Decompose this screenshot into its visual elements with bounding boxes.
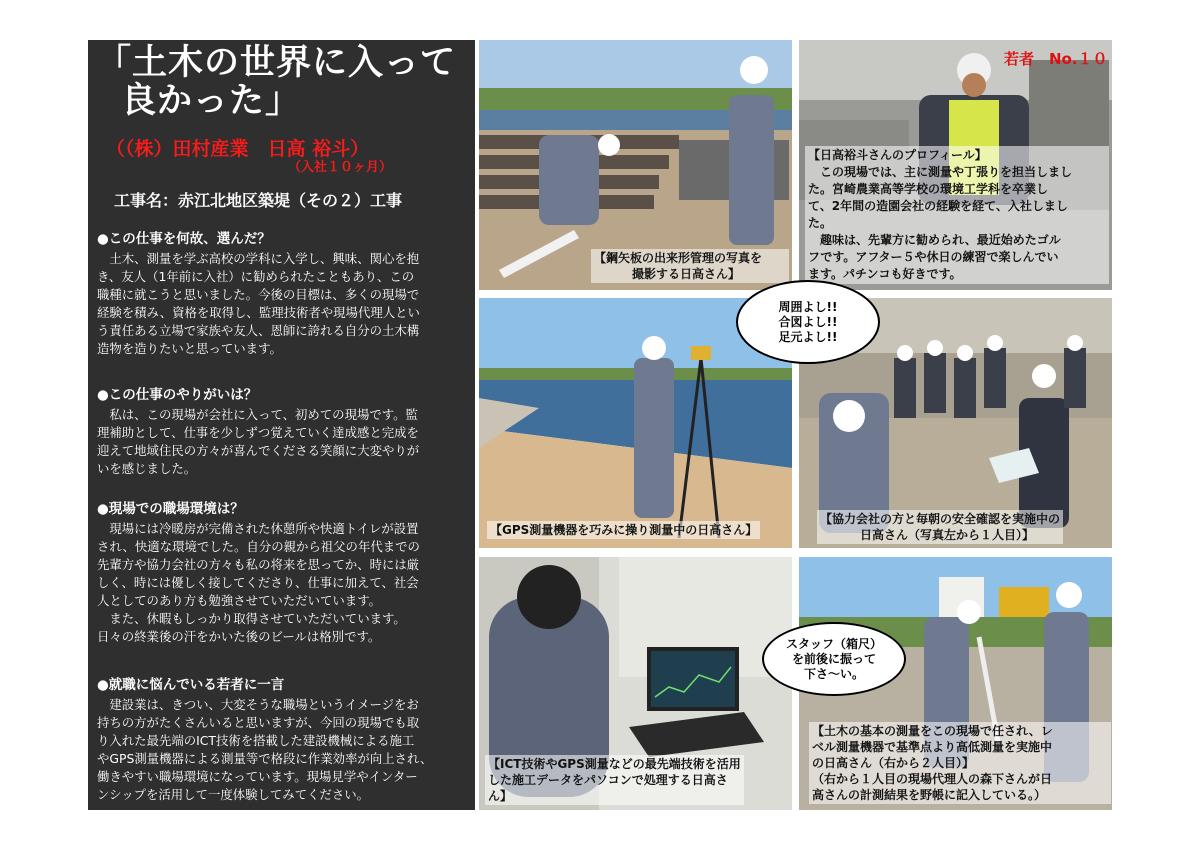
answer-line: 私は、この現場が会社に入って、初めての現場です。監: [97, 407, 418, 422]
headline: [96, 44, 476, 120]
company-and-name: （（株）田村産業 日高 裕斗）: [106, 138, 370, 160]
answer-line: やGPS測量機器による測量等で格段に作業効率が向上され、: [97, 751, 433, 766]
headline-line-1: 「土木の世界に入って: [96, 42, 457, 83]
answer-line: 現場には冷暖房が完備された休憩所や快適トイレが設置: [97, 521, 419, 536]
photo-caption: 【土木の基本の測量をこの現場で任され、レ ベル測量機器で基準点より高低測量を実施中 の日高さん（右から２人目）】 （右から１人目の現場代理人の森下さんが日 高さんの計測結果を野帳に記入している。）: [809, 722, 1111, 804]
answer-line: ンシップを活用して一度体験してみてください。: [97, 787, 370, 802]
project-name: 工事名：赤江北地区築堤（その２）工事: [114, 191, 403, 210]
answer-line: 持ちの方がたくさんいると思いますが、今回の現場でも取: [97, 715, 420, 730]
speech-bubble-staff: スタッフ（箱尺） を前後に振って 下さ～い。: [762, 622, 906, 696]
photo-caption: 【鋼矢板の出来形管理の写真を 撮影する日高さん】: [591, 249, 789, 283]
photo-caption: 【ICT技術やGPS測量などの最先端技術を活用 した施工データをパソコンで処理する日高さ ん】: [485, 755, 744, 805]
question: ●この仕事のやりがいは？: [97, 387, 258, 403]
qa-work-environment: [97, 500, 469, 646]
question: ●就職に悩んでいる若者に一言: [97, 677, 285, 693]
answer-line: され、快適な環境でした。自分の親から祖父の年代までの: [97, 539, 420, 554]
young-worker-number: 若者 No.１０: [1004, 50, 1108, 68]
headline-line-2: 良かった」: [121, 80, 302, 121]
answer-line: 迎えて地域住民の方々が喜んでくださる笑顔に大変やりが: [97, 443, 420, 458]
answer-line: いを感じました。: [97, 461, 197, 476]
tenure-label: （入社１０ヶ月）: [288, 160, 393, 175]
answer-line: 日々の終業後の汗をかいた後のビールは格別です。: [97, 629, 381, 644]
answer-line: 働きやすい職場環境になっています。現場見学やインター: [97, 769, 418, 784]
qa-rewarding: [97, 386, 469, 478]
question: ●現場での職場環境は？: [97, 501, 244, 517]
question: ●この仕事を何故、選んだ？: [97, 231, 271, 247]
answer-line: き、友人（1年前に入社）に勧められたこともあり、この: [97, 269, 415, 284]
answer-line: 人としてのあり方も勉強させていただいています。: [97, 593, 381, 608]
answer-line: しく、時には優しく接してくださり、仕事に加えて、社会: [97, 575, 419, 590]
qa-advice-to-youth: [97, 676, 469, 804]
answer-line: 土木、測量を学ぶ高校の学科に入学し、興味、関心を抱: [97, 251, 420, 266]
answer-line: 経験を積み、資格を取得し、監理技術者や現場代理人とい: [97, 305, 420, 320]
interview-panel: [88, 40, 475, 810]
profile-box: 【日高裕斗さんのプロフィール】 この現場では、主に測量や丁張りを担当しまし た。宮崎農業高等学校の環境工学科を卒業し て、2年間の造園会社の経験を経て、入社しまし た。 趣味は、先輩方に勧められ、最近始めたゴル フです。アフター５や休日の練習で楽しんでい ます。パチンコも好きです。: [805, 146, 1109, 284]
answer-line: う責任ある立場で家族や友人、恩師に誇れる自分の土木構: [97, 323, 420, 338]
answer-line: 建設業は、きつい、大変そうな職場というイメージをお: [97, 697, 419, 712]
photo-caption: 【協力会社の方と毎朝の安全確認を実施中の 日高さん（写真左から１人目）】: [817, 510, 1063, 544]
answer-line: 理補助として、仕事を少しずつ覚えていく達成感と完成を: [97, 425, 419, 440]
answer-line: 先輩方や協力会社の方々も私の将来を思ってか、時には厳: [97, 557, 420, 572]
photo-caption: 【GPS測量機器を巧みに操り測量中の日高さん】: [487, 521, 760, 539]
answer-line: また、休暇もしっかり取得させていただいています。: [97, 611, 406, 626]
answer-line: 職種に就こうと思いました。今後の目標は、多くの現場で: [97, 287, 420, 302]
photo-portrait-profile: [799, 40, 1112, 290]
qa-why-chosen: [97, 230, 469, 358]
answer-line: 造物を造りたいと思っています。: [97, 341, 282, 356]
speech-bubble-safety: 周囲よし!! 合図よし!! 足元よし!!: [736, 280, 880, 364]
photo-sheet-pile-measurement: [479, 40, 792, 290]
photo-pc-data-processing: [479, 557, 792, 810]
answer-line: り入れた最先端のICT技術を搭載した建設機械による施工: [97, 733, 415, 748]
